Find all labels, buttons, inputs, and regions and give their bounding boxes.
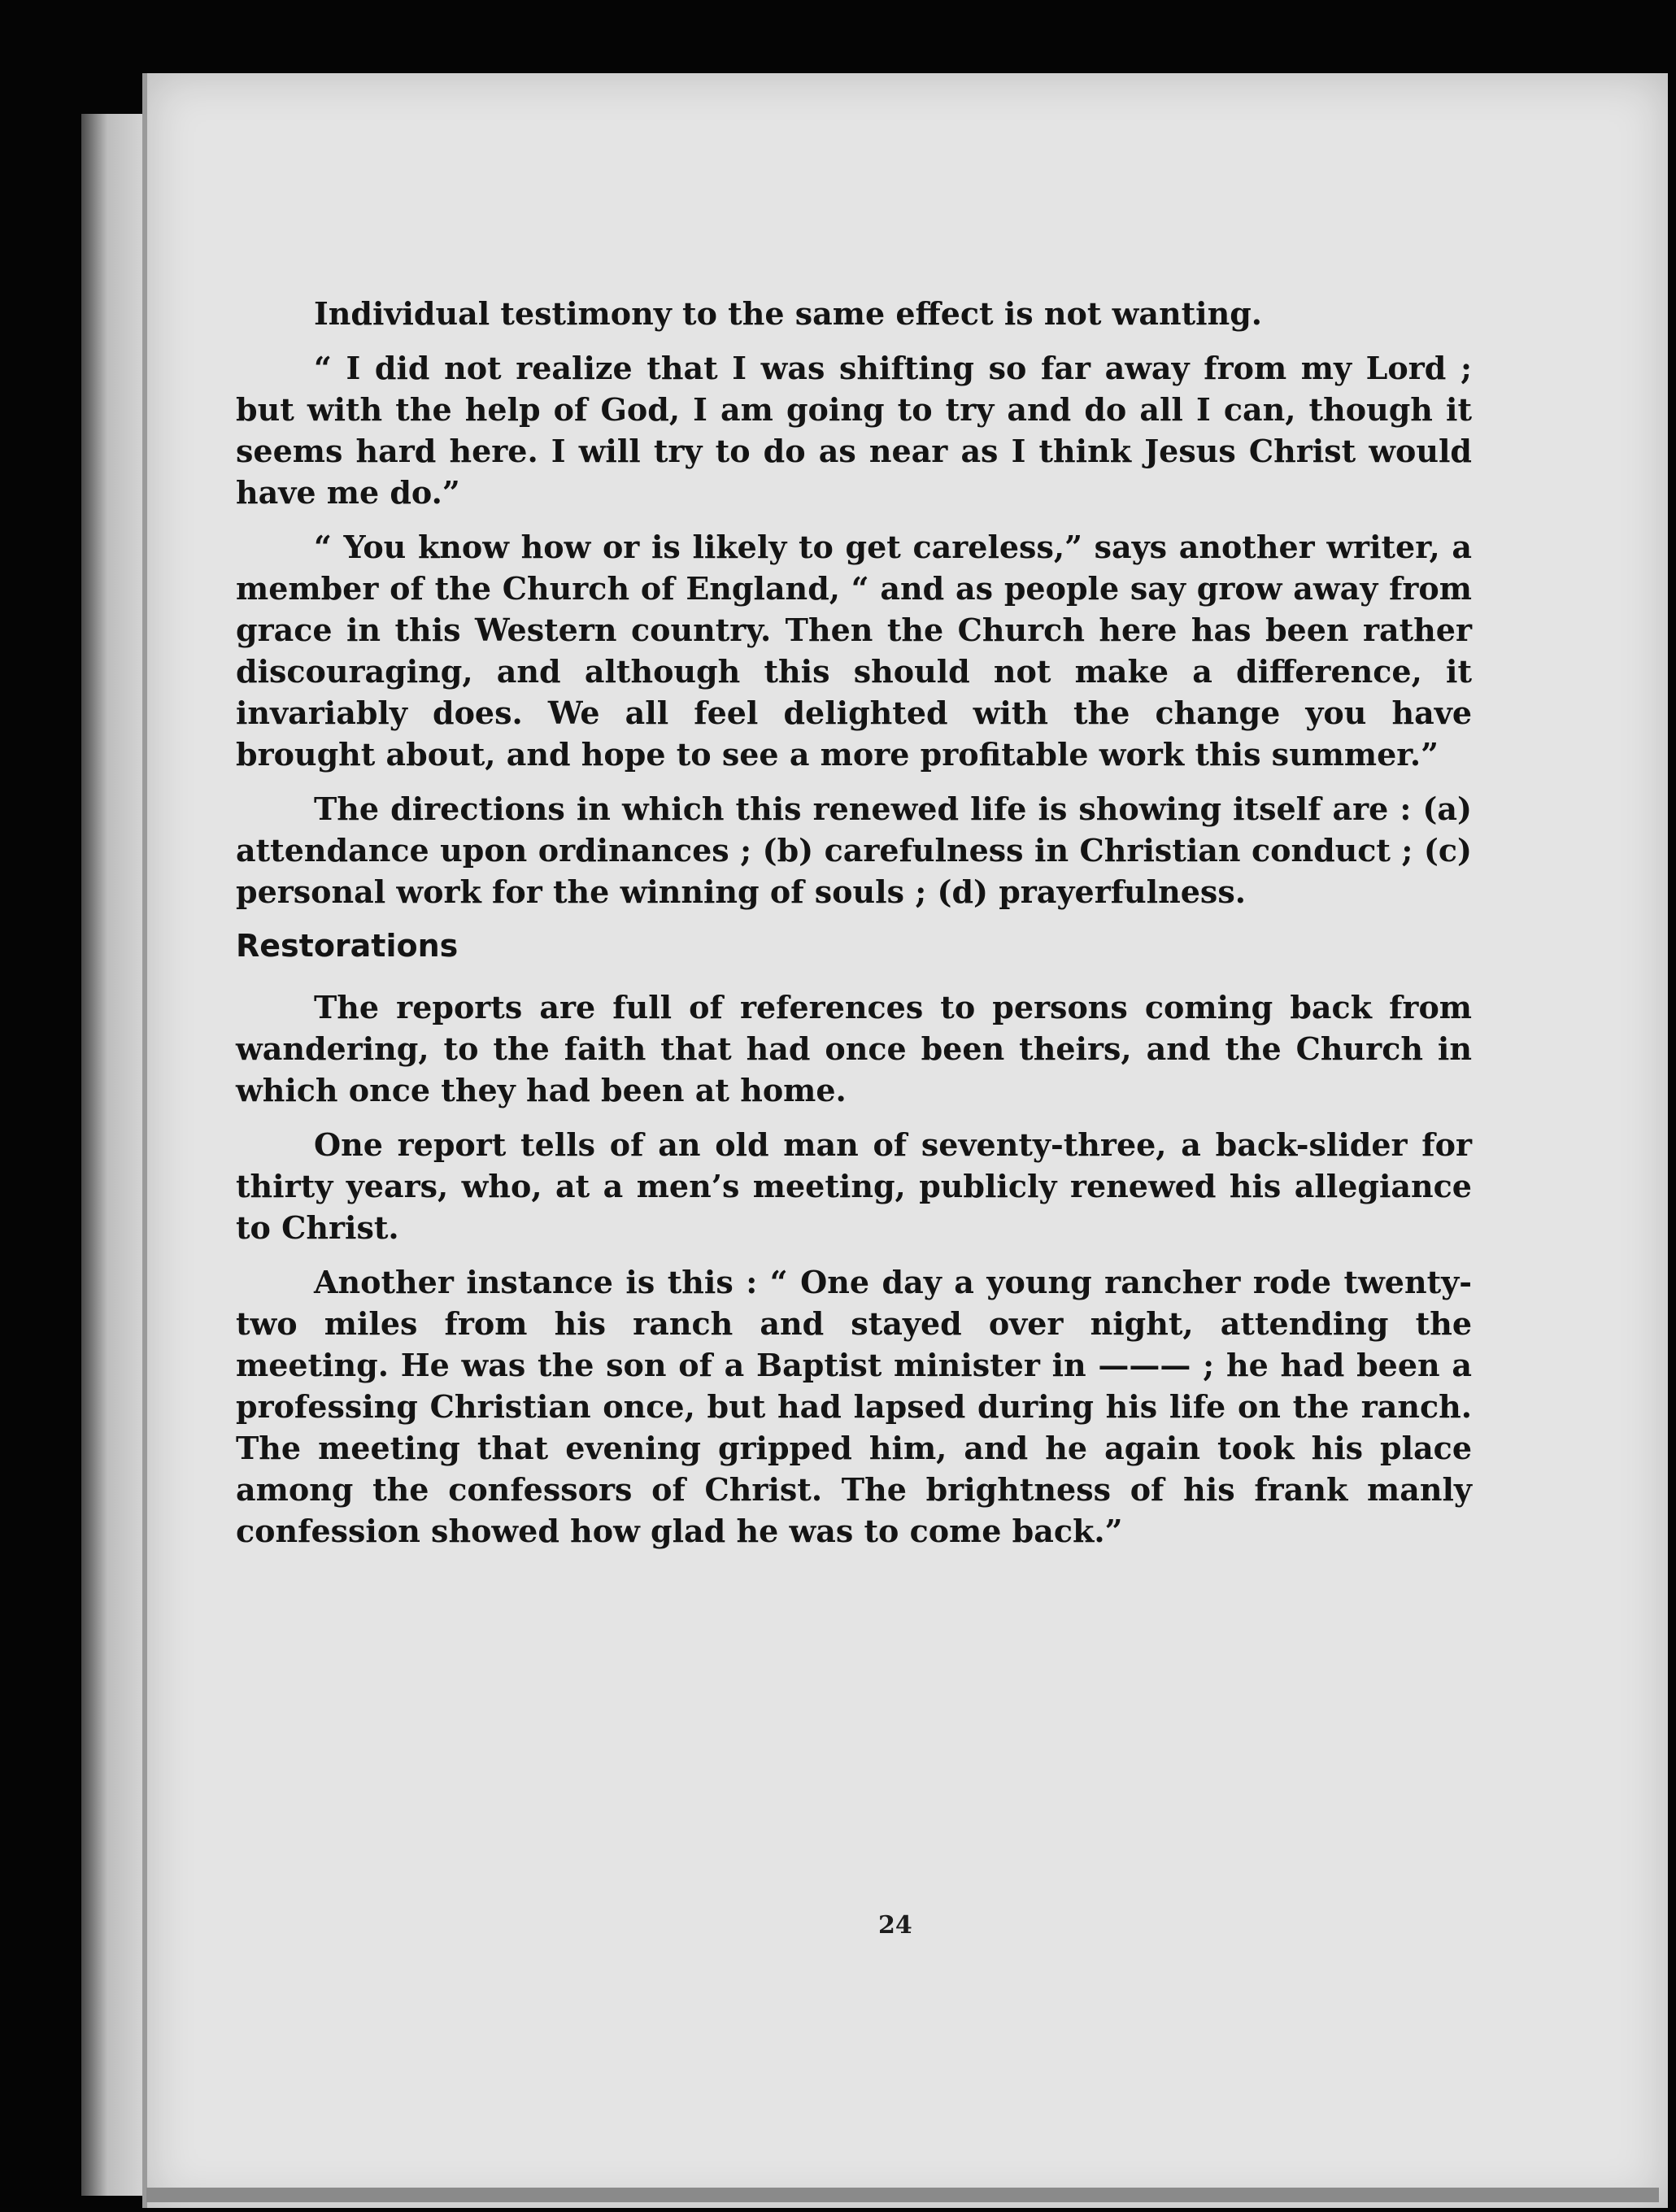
paragraph-old-man: One report tells of an old man of seventy-three, a back-slider for thirty years, who, at a men’s meeting, publicly renewed his allegiance to Christ.: [236, 1126, 1472, 1246]
page-edge-shadow: [81, 114, 146, 2196]
paragraph-testimony-intro: Individual testimony to the same effect is not wanting.: [314, 295, 1263, 332]
paragraph-rancher: Another instance is this : “ One day a young rancher rode twenty-two miles from his ranch and stayed over night, attending the meeting. He was the son of a Baptist minister in ——— ; he had been a professing Christian once, but had lapsed during his life on the ranch. The meeting that evening gripped him, and he again took his place among the confessors of Christ. The brightness of his frank manly confession showed how glad he was to come back.”: [236, 1264, 1472, 1549]
page-text: [236, 293, 1472, 1565]
paragraph-directions: The directions in which this renewed life is showing itself are : (a) attendance upon ordinances ; (b) carefulness in Christian conduct ; (c) personal work for the winning of souls ; (d) prayerfulness.: [236, 790, 1472, 910]
page-bottom-edge: [146, 2188, 1659, 2202]
paragraph-reports: The reports are full of references to persons coming back from wandering, to the faith that had once been theirs, and the Church in which once they had been at home.: [236, 989, 1472, 1108]
page-number: 24: [878, 1911, 912, 1940]
paragraph-quote-1: “ I did not realize that I was shifting so far away from my Lord ; but with the help of God, I am going to try and do all I can, though it seems hard here. I will try to do as near as I think Jesus Christ would have me do.”: [236, 350, 1472, 511]
paragraph-quote-2: “ You know how or is likely to get careless,” says another writer, a member of the Church of England, “ and as people say grow away from grace in this Western country. Then the Church here has been rather discouraging, and although this should not make a difference, it invariably does. We all feel delighted with the change you have brought about, and hope to see a more profitable work this summer.”: [236, 529, 1472, 773]
section-heading: Restorations: [236, 928, 459, 964]
